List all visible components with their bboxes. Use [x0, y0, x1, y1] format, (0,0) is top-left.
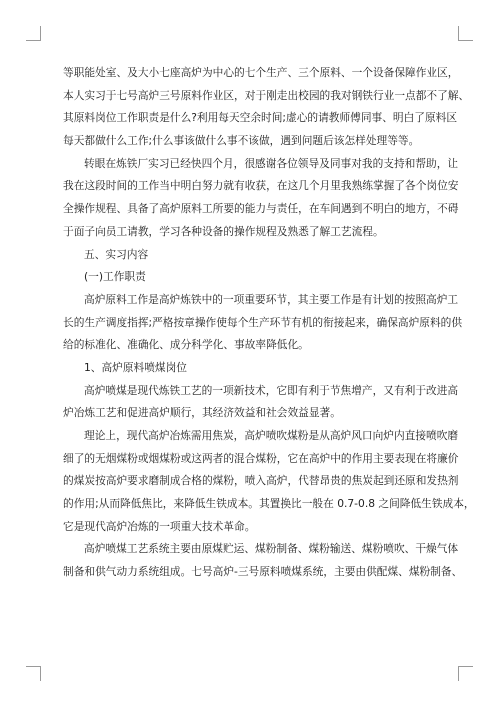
text-line: 细了的无烟煤粉或烟煤粉或这两者的混合煤粉，它在高炉中的作用主要表现在将廉价: [63, 451, 459, 465]
section-heading: 五、实习内容: [84, 247, 149, 261]
text-line: 其原料岗位工作职责是什么?利用每天空余时间;虚心的请教师傅同事、明白了原料区: [63, 111, 458, 125]
text-line: 等职能处室、及大小七座高炉为中心的七个生产、三个原料、一个设备保障作业区，: [63, 66, 459, 79]
text-line: 的煤炭按高炉要求磨制成合格的煤粉，喷入高炉，代替昂贵的焦炭起到还原和发热剂: [63, 474, 459, 488]
subsection-heading: (一)工作职责: [84, 270, 146, 284]
text-line: 于面子向员工请教，学习各种设备的操作规程及熟悉了解工艺流程。: [63, 224, 384, 238]
crop-mark-top-right: [458, 26, 473, 41]
crop-mark-bottom-right: [458, 666, 473, 681]
text-line: 每天都做什么工作;什么事该做什么事不该做，遇到问题后该怎样处理等等。: [63, 134, 420, 148]
text-line: 长的生产调度指挥;严格按章操作使每个生产环节有机的衔接起来，确保高炉原料的供: [63, 315, 463, 329]
text-line: 给的标准化、准确化、成分科学化、事故率降低化。: [63, 338, 309, 352]
crop-mark-top-left: [26, 26, 41, 41]
text-line: 高炉喷煤是现代炼铁工艺的一项新技术，它即有利于节焦增产，又有利于改进高: [84, 383, 459, 397]
text-line: 本人实习于七号高炉三号原料作业区，对于刚走出校园的我对钢铁行业一点都不了解、: [63, 88, 470, 102]
text-line: 制备和供气动力系统组成。七号高炉-三号原料喷煤系统，主要由供配煤、煤粉制备、: [63, 565, 463, 579]
item-heading: 1、高炉原料喷煤岗位: [84, 360, 187, 374]
text-line: 理论上，现代高炉冶炼需用焦炭，高炉喷吹煤粉是从高炉风口向炉内直接喷吹磨: [84, 429, 459, 442]
text-line: 的作用;从而降低焦比，来降低生铁成本。其置换比一般在 0.7-0.8 之间降低生铁成本，: [63, 497, 475, 511]
text-line: 转眼在炼铁厂实习已经快四个月，很感谢各位领导及同事对我的支持和帮助，让: [84, 156, 459, 170]
document-body: [63, 66, 475, 588]
text-line: 我在这段时间的工作当中明白努力就有收获，在这几个月里我熟练掌握了各个岗位安: [63, 179, 459, 193]
crop-mark-bottom-left: [26, 666, 41, 681]
text-line: 全操作规程、具备了高炉原料工所要的能力与责任，在车间遇到不明白的地方，不碍: [63, 202, 459, 216]
text-line: 高炉原料工作是高炉炼铁中的一项重要环节，其主要工作是有计划的按照高炉工: [84, 292, 459, 306]
text-line: 它是现代高炉冶炼的一项重大技术革命。: [63, 519, 256, 533]
text-line: 高炉喷煤工艺系统主要由原煤贮运、煤粉制备、煤粉输送、煤粉喷吹、干燥气体: [84, 542, 459, 556]
text-line: 炉冶炼工艺和促进高炉顺行，其经济效益和社会效益显著。: [63, 406, 341, 420]
